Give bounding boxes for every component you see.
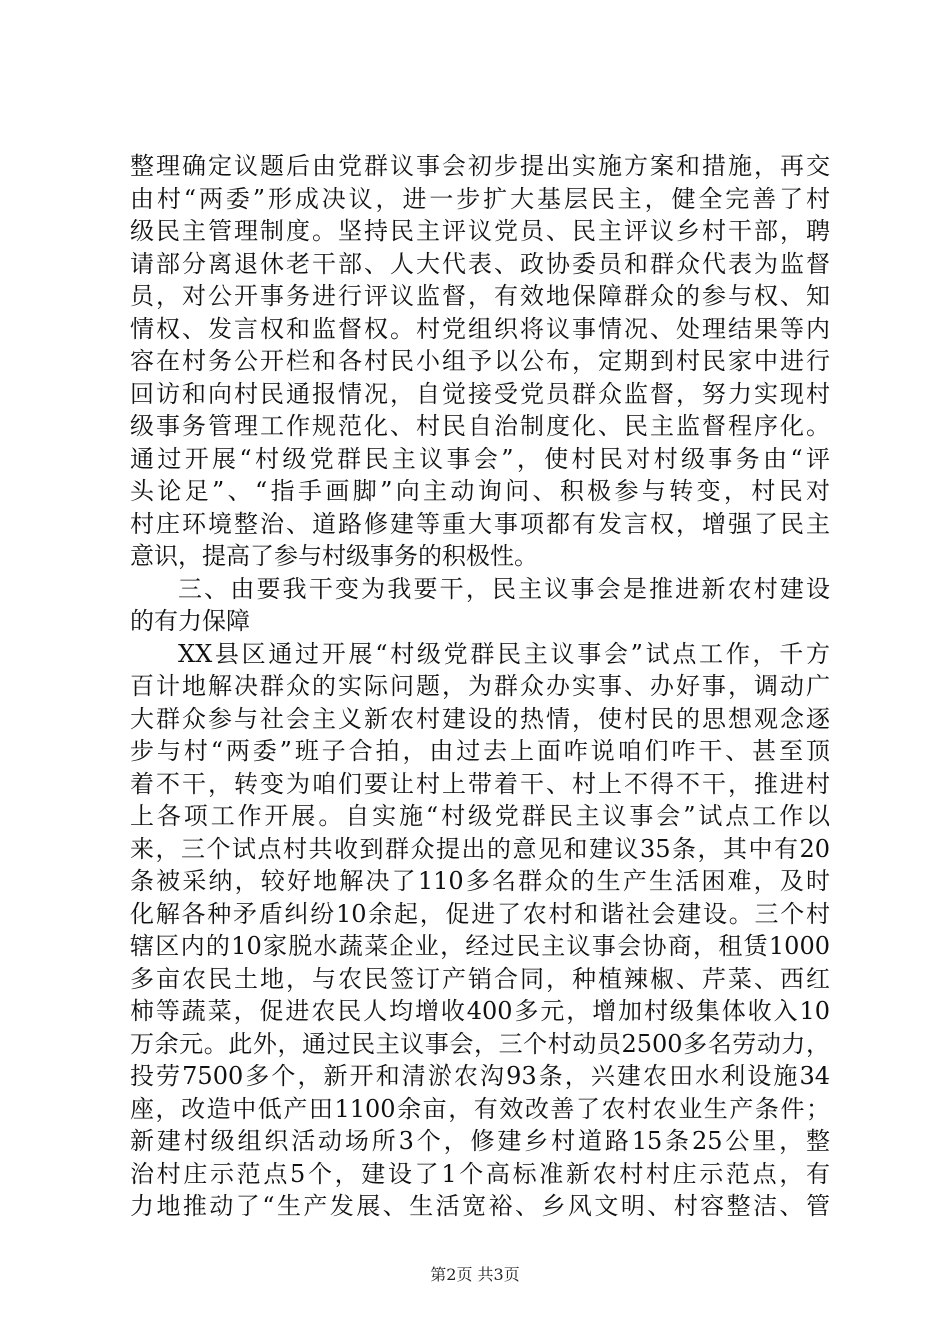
text-line: 多亩农民土地，与农民签订产销合同，种植辣椒、芹菜、西红	[130, 964, 830, 993]
text-line: 由村“两委”形成决议，进一步扩大基层民主，健全完善了村	[130, 184, 830, 213]
text-line: 意识，提高了参与村级事务的积极性。	[130, 542, 538, 570]
text-line: 的有力保障	[130, 607, 250, 635]
text-line: 村庄环境整治、道路修建等重大事项都有发言权，增强了民主	[130, 509, 830, 538]
text-line: 整理确定议题后由党群议事会初步提出实施方案和措施，再交	[130, 152, 830, 180]
text-line: 条被采纳，较好地解决了110多名群众的生产生活困难，及时	[130, 867, 830, 895]
text-line: 回访和向村民通报情况，自觉接受党员群众监督，努力实现村	[130, 379, 830, 408]
text-line: 级民主管理制度。坚持民主评议党员、民主评议乡村干部，聘	[130, 217, 830, 245]
text-line: 三、由要我干变为我要干，民主议事会是推进新农村建设	[178, 574, 830, 603]
text-line: 万余元。此外，通过民主议事会，三个村动员2500多名劳动力，	[130, 1029, 830, 1058]
text-line: 级事务管理工作规范化、村民自治制度化、民主监督程序化。	[130, 412, 830, 440]
text-line: 化解各种矛盾纠纷10余起，促进了农村和谐社会建设。三个村	[130, 899, 830, 928]
text-line: 投劳7500多个，新开和清淤农沟93条，兴建农田水利设施34	[130, 1062, 830, 1090]
text-line: 辖区内的10家脱水蔬菜企业，经过民主议事会协商，租赁1000	[130, 932, 830, 960]
text-line: 柿等蔬菜，促进农民人均增收400多元，增加村级集体收入10	[130, 997, 830, 1025]
text-line: 大群众参与社会主义新农村建设的热情，使村民的思想观念逐	[130, 704, 830, 733]
text-line: 容在村务公开栏和各村民小组予以公布，定期到村民家中进行	[130, 347, 830, 375]
text-line: 头论足”、“指手画脚”向主动询问、积极参与转变，村民对	[130, 477, 830, 505]
text-line: 步与村“两委”班子合拍，由过去上面咋说咱们咋干、甚至顶	[130, 737, 830, 765]
text-line: 百计地解决群众的实际问题，为群众办实事、办好事，调动广	[130, 672, 830, 700]
text-line: 情权、发言权和监督权。村党组织将议事情况、处理结果等内	[130, 314, 830, 343]
page-footer: 第2页 共3页	[430, 1265, 520, 1284]
document-body	[130, 150, 830, 1223]
text-line: 请部分离退休老干部、人大代表、政协委员和群众代表为监督	[130, 249, 830, 278]
text-line: 着不干，转变为咱们要让村上带着干、村上不得不干，推进村	[130, 769, 830, 798]
text-line: 员，对公开事务进行评议监督，有效地保障群众的参与权、知	[130, 282, 830, 310]
text-line: 通过开展“村级党群民主议事会”，使村民对村级事务由“评	[130, 444, 830, 473]
text-line: 新建村级组织活动场所3个，修建乡村道路15条25公里，整	[130, 1127, 830, 1155]
text-line: 来，三个试点村共收到群众提出的意见和建议35条，其中有20	[130, 834, 830, 863]
text-line: 治村庄示范点5个，建设了1个高标准新农村村庄示范点，有	[130, 1159, 830, 1188]
text-line: 座，改造中低产田1100余亩，有效改善了农村农业生产条件；	[130, 1094, 830, 1123]
text-line: XX县区通过开展“村级党群民主议事会”试点工作，千方	[178, 639, 830, 668]
text-line: 上各项工作开展。自实施“村级党群民主议事会”试点工作以	[130, 802, 830, 830]
text-line: 力地推动了“生产发展、生活宽裕、乡风文明、村容整洁、管	[130, 1192, 830, 1220]
